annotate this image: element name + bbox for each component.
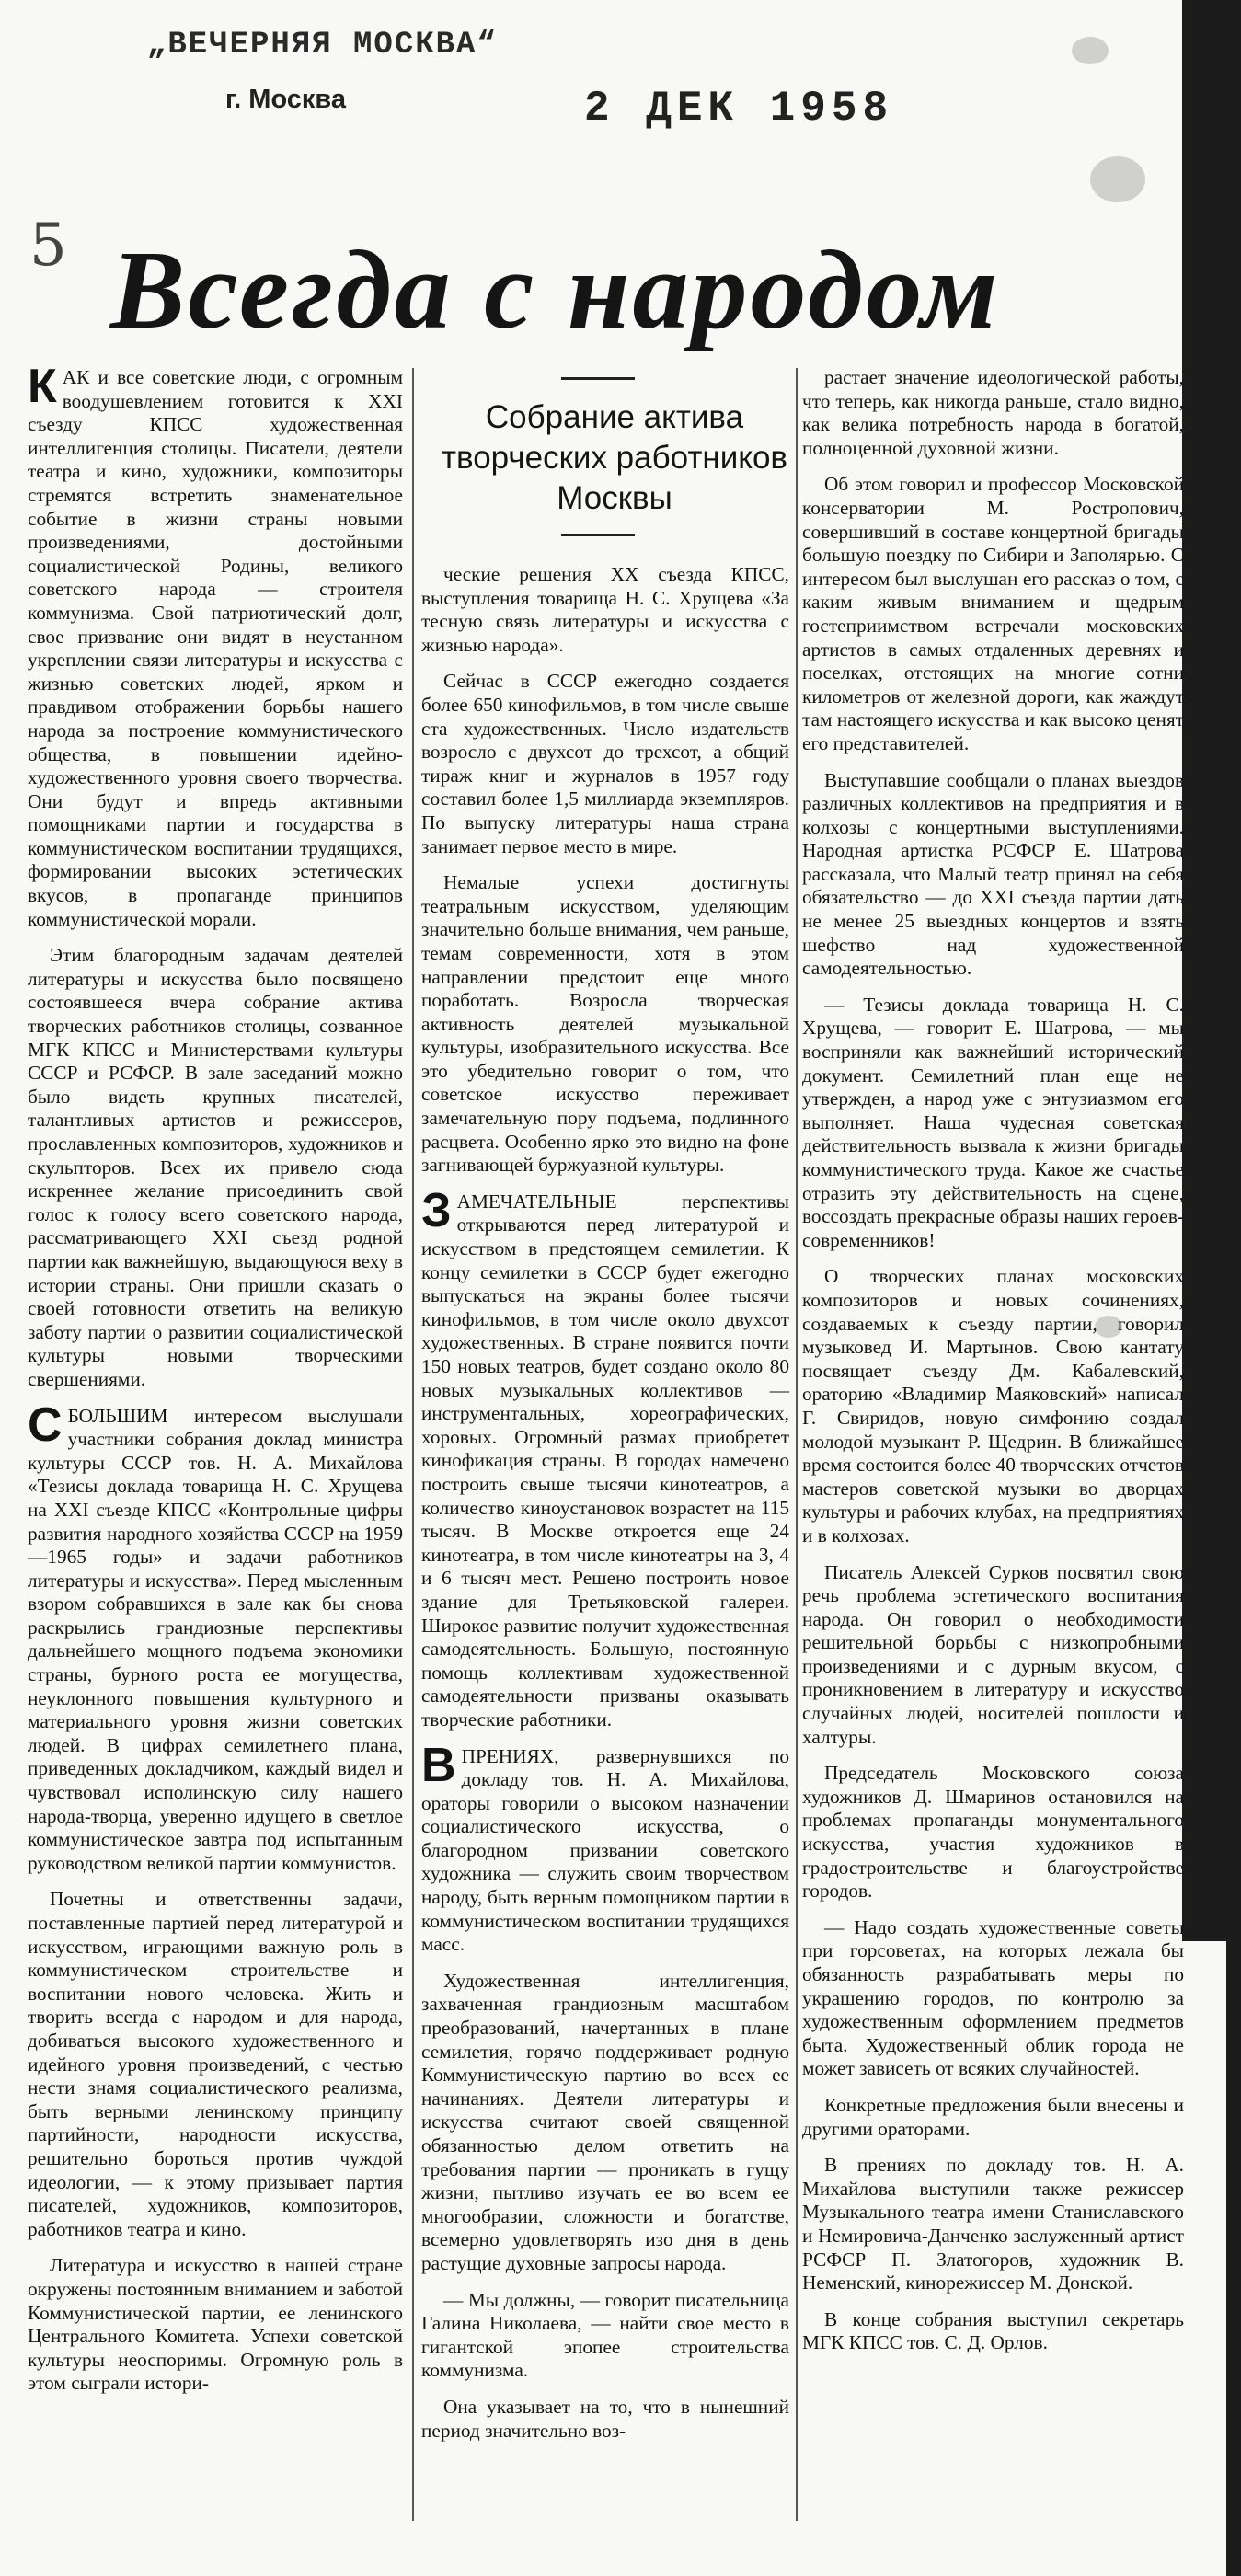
article-column-2 bbox=[421, 563, 789, 2455]
city-stamp: г. Москва bbox=[225, 85, 346, 114]
ink-smudge bbox=[1090, 156, 1145, 202]
paragraph-text: В конце собрания выступил секретарь МГК КПСС тов. С. Д. Орлов. bbox=[802, 2307, 1184, 2354]
paragraph bbox=[421, 1970, 789, 2276]
subhead-rule-bottom bbox=[561, 534, 635, 536]
paragraph-text: Этим благородным задачам деятелей литературы и искусства было посвящено состоявшееся вчера собрание актива творческих работников столицы, созванное МГК КПСС и Министерствами культуры СССР и РСФСР. В зале заседаний можно было видеть крупных писателей, талантливых артистов и режиссеров, прославленных композиторов, художников и скульпторов. Всех их привело сюда искреннее желание присоединить свой голос к голосу всего советского народа, рассматривающего XXI съезд родной партии как важнейшую, выдающуюся веху в истории страны. Они пришли сказать о своей готовности ответить на великую заботу партии о развитии социалистической культуры новыми творческими свершениями. bbox=[28, 944, 403, 1390]
paragraph-text: АМЕЧАТЕЛЬНЫЕ перспективы открываются перед литературой и искусством в предстоящем семилетии. К концу семилетки в СССР будет ежегодно выпускаться на экраны более тысячи кинофильмов, в том числе около двухсот художественных. В стране появится почти 150 новых театров, будет создано около 80 новых музыкальных коллективов — инструментальных, хореографических, хоровых. Огромный размах приобретет кинофикация страны. В городах намечено построить свыше тысячи кинотеатров, а количество киноустановок возрастет на 115 тысяч. В Москве откроется еще 24 кинотеатра, в том числе кинотеатры на 3, 4 и 6 тысяч мест. Решено построить новое здание для Третьяковской галереи. Широкое развитие получит художественная самодеятельность. Большую, постоянную помощь коллективам художественной самодеятельности призваны оказывать творческие работники. bbox=[421, 1190, 789, 1731]
paragraph-text: ческие решения XX съезда КПСС, выступления товарища Н. С. Хрущева «За тесную связь литературы и искусства с жизнью народа». bbox=[421, 563, 789, 656]
paragraph-text: Конкретные предложения были внесены и другими ораторами. bbox=[802, 2093, 1184, 2140]
paragraph-text: Почетны и ответственны задачи, поставленные партией перед литературой и искусством, играющими важную роль в коммунистическом строительстве и воспитании нового человека. Жить и творить всегда с народом и для народа, добиваться высокого художественного и идейного уровня произведений, с честью нести знамя социалистического реализма, быть верными ленинскому принципу партийности, народности искусства, решительно бороться против чуждой идеологии, — к этому призывает партия писателей, художников, композиторов, работников театра и кино. bbox=[28, 1888, 403, 2240]
paragraph-text: — Надо создать художественные советы при горсоветах, на которых лежала бы обязанность разрабатывать меры по украшению городов, по контролю за художественным оформлением предметов быта. Художественный облик города не может зависеть от всяких случайностей. bbox=[802, 1915, 1184, 2080]
paragraph-text: — Тезисы доклада товарища Н. С. Хрущева, — говорит Е. Шатрова, — мы восприняли как важнейший исторический документ. Семилетний план еще не утвержден, а народ уже с энтузиазмом его выполняет. Наша чудесная советская действительность вызвала к жизни бригады коммунистического труда. Какое же счастье отразить эту действительность на сцене, воссоздать прекрасные образы наших героев-современников! bbox=[802, 993, 1184, 1251]
paragraph-text: В прениях по докладу тов. Н. А. Михайлова выступили также режиссер Музыкального театра имени Станиславского и Немировича-Данченко заслуженный артист РСФСР П. Златогоров, художник В. Неменский, кинорежиссер М. Донской. bbox=[802, 2154, 1184, 2294]
paragraph-text: Председатель Московского союза художников Д. Шмаринов остановился на проблемах пропаганды монументального искусства, участия художников в градостроительстве и благоустройстве городов. bbox=[802, 1762, 1184, 1903]
paragraph bbox=[802, 769, 1184, 981]
paragraph bbox=[802, 1916, 1184, 2081]
newspaper-stamp: „ВЕЧЕРНЯЯ МОСКВА“ bbox=[147, 28, 498, 63]
paragraph bbox=[28, 1888, 403, 2241]
paragraph-text: Она указывает на то, что в нынешний период значительно воз- bbox=[421, 2395, 789, 2442]
paragraph-text: Писатель Алексей Сурков посвятил свою речь проблема эстетического воспитания народа. Он говорил о необходимости решительной борьбы с низкопробными произведениями и с дурным вкусом, с проникновением в литературу и искусство случайных людей, носителей пошлости и халтуры. bbox=[802, 1560, 1184, 1748]
paragraph-text: ПРЕНИЯХ, развернувшихся по докладу тов. Н. А. Михайлова, ораторы говорили о высоком назначении социалистического искусства, о благородном призвании советского художника — служить своим творчеством народу, быть верным помощником партии в коммунистическом воспитании трудящихся масс. bbox=[421, 1744, 789, 1956]
paragraph-text: Об этом говорил и профессор Московской консерватории М. Ростропович, совершивший в составе концертной бригады большую поездку по Сибири и Заполярью. С интересом был выслушан его рассказ о том, с каким живым вниманием и щедрым гостеприимством встречали московских артистов в самых отдаленных деревнях и поселках, отстоящих на многие сотни километров от железной дороги, как жаждут там настоящего искусства и как высоко ценят его представителей. bbox=[802, 473, 1184, 754]
paragraph-text: — Мы должны, — говорит писательница Галина Николаева, — найти свое место в гигантской эпопее строительства коммунизма. bbox=[421, 2288, 789, 2382]
paragraph bbox=[421, 2289, 789, 2383]
subheadline: Собрание актива творческих работников Москвы bbox=[441, 399, 788, 516]
paragraph bbox=[802, 2154, 1184, 2295]
page-mark: 5 bbox=[29, 212, 67, 280]
paragraph bbox=[421, 2396, 789, 2443]
paragraph bbox=[802, 366, 1184, 460]
paragraph-text: Выступавшие сообщали о планах выездов различных коллективов на предприятия и в колхозы с концертными выступлениями. Народная артистка РСФСР Е. Шатрова рассказала, что Малый театр принял на себя обязательство — до XXI съезда партии дать не менее 25 выездных концертов и взять шефство над художественной самодеятельностью. bbox=[802, 768, 1184, 980]
paragraph bbox=[421, 871, 789, 1178]
paragraph bbox=[802, 1762, 1184, 1903]
article-column-1 bbox=[28, 360, 403, 2409]
paragraph bbox=[28, 2254, 403, 2396]
drop-cap: В bbox=[421, 1738, 456, 1792]
column-rule-1 bbox=[412, 368, 414, 2521]
paragraph bbox=[802, 2308, 1184, 2355]
paragraph bbox=[421, 1183, 789, 1732]
column-rule-2 bbox=[796, 368, 798, 2521]
headline: Всегда с народом bbox=[110, 228, 1001, 352]
drop-cap: С bbox=[28, 1397, 63, 1452]
paragraph bbox=[802, 473, 1184, 755]
paragraph bbox=[28, 944, 403, 1391]
paragraph-text: Сейчас в СССР ежегодно создается более 650 кинофильмов, в том числе свыше ста художественных. Число издательств возросло с двухсот до трехсот, а общий тираж книг и журналов в 1957 году составил более 1,5 миллиарда экземпляров. По выпуску литературы наша страна занимает первое место в мире. bbox=[421, 670, 789, 857]
paragraph-text: Немалые успехи достигнуты театральным искусством, уделяющим значительно больше внимания, чем раньше, темам современности, хотя в этом направлении предстоит еще много поработать. Возросла творческая активность деятелей музыкальной культуры, изобразительного искусства. Все это убедительно говорит о том, что советское искусство переживает замечательную пору подъема, подлинного расцвета. Особенно ярко это видно на фоне загнивающей буржуазной культуры. bbox=[421, 871, 789, 1177]
paragraph bbox=[421, 563, 789, 657]
subhead-rule-top bbox=[561, 377, 635, 380]
paragraph bbox=[802, 1265, 1184, 1547]
paragraph bbox=[802, 1561, 1184, 1750]
scan-dark-edge-lower bbox=[1226, 0, 1241, 2576]
paragraph-text: О творческих планах московских композиторов и новых сочинениях, создаваемых к съезду партии, говорил музыковед И. Мартынов. Свою кантату посвящает съезду Дм. Кабалевский, ораторию «Владимир Маяковский» написал Г. Свиридов, новую симфонию создал молодой музыкант Р. Щедрин. В ближайшее время состоится более 40 творческих отчетов мастеров советской музыки во дворцах культуры и рабочих клубах, на предприятиях и в колхозах. bbox=[802, 1265, 1184, 1547]
paragraph bbox=[802, 2094, 1184, 2141]
paragraph-text: Художественная интеллигенция, захваченная грандиозным масштабом преобразований, начертанных в плане семилетия, горячо поддерживает родную Коммунистическую партию во всех ее начинаниях. Деятели литературы и искусства считают своей священной обязанностью делом ответить на требования партии — проникать в гущу жизни, пытливо изучать ее во всем ее многообразии, сложности и богатстве, всемерно удовлетворять изо дня в день растущие духовные запросы народа. bbox=[421, 1969, 789, 2274]
paragraph-text: Литература и искусство в нашей стране окружены постоянным вниманием и заботой Коммунистической партии, ее ленинского Центрального Комитета. Успехи советской культуры неоспоримы. Огромную роль в этом сыграли истори- bbox=[28, 2254, 403, 2395]
paragraph bbox=[802, 994, 1184, 1253]
paragraph bbox=[28, 1397, 403, 1876]
ink-smudge bbox=[1072, 37, 1109, 64]
paragraph-text: растает значение идеологической работы, что теперь, как никогда раньше, стало видно, как велика потребность народа в богатой, полноценной духовной жизни. bbox=[802, 366, 1184, 459]
paragraph bbox=[421, 670, 789, 858]
drop-cap: К bbox=[28, 360, 57, 413]
article-column-3 bbox=[802, 366, 1184, 2368]
date-stamp: 2 ДЕК 1958 bbox=[584, 85, 894, 132]
paragraph-text: АК и все советские люди, с огромным воодушевлением готовится к XXI съезду КПСС художественная интеллигенция столицы. Писатели, деятели театра и кино, художники, композиторы стремятся встретить знаменательное событие в жизни страны новыми произведениями, достойными социалистической Родины, великого советского народа — строителя коммунизма. Свой патриотический долг, свое призвание они видят в неустанном укреплении связи литературы и искусства с жизнью советских людей, ярком и правдивом отображении борьбы нашего народа за построение коммунистического общества, в повышении идейно-художественного уровня своего творчества. Они будут и впредь активными помощниками партии и государства в коммунистическом воспитании трудящихся, формировании высоких эстетических вкусов, в пропаганде принципов коммунистической морали. bbox=[28, 366, 403, 930]
paragraph-text: БОЛЬШИМ интересом выслушали участники собрания доклад министра культуры СССР тов. Н. А. Михайлова «Тезисы доклада товарища Н. С. Хрущева на XXI съезде КПСС «Контрольные цифры развития народного хозяйства СССР на 1959—1965 годы» и задачи работников литературы и искусства». Перед мысленным взором собравшихся в зале как бы снова раскрылись грандиозные перспективы дальнейшего мощного подъема экономики страны, бурного роста ее могущества, неуклонного повышения культурного и материального уровня жизни советских людей. В цифрах семилетнего плана, приведенных докладчиком, каждый видел и чувствовал исполинскую силу нашего народа-творца, уверенно идущего в светлое коммунистическое завтра под испытанным руководством великой партии коммунистов. bbox=[28, 1404, 403, 1874]
paragraph bbox=[28, 360, 403, 931]
drop-cap: З bbox=[421, 1183, 452, 1237]
paragraph bbox=[421, 1738, 789, 1957]
